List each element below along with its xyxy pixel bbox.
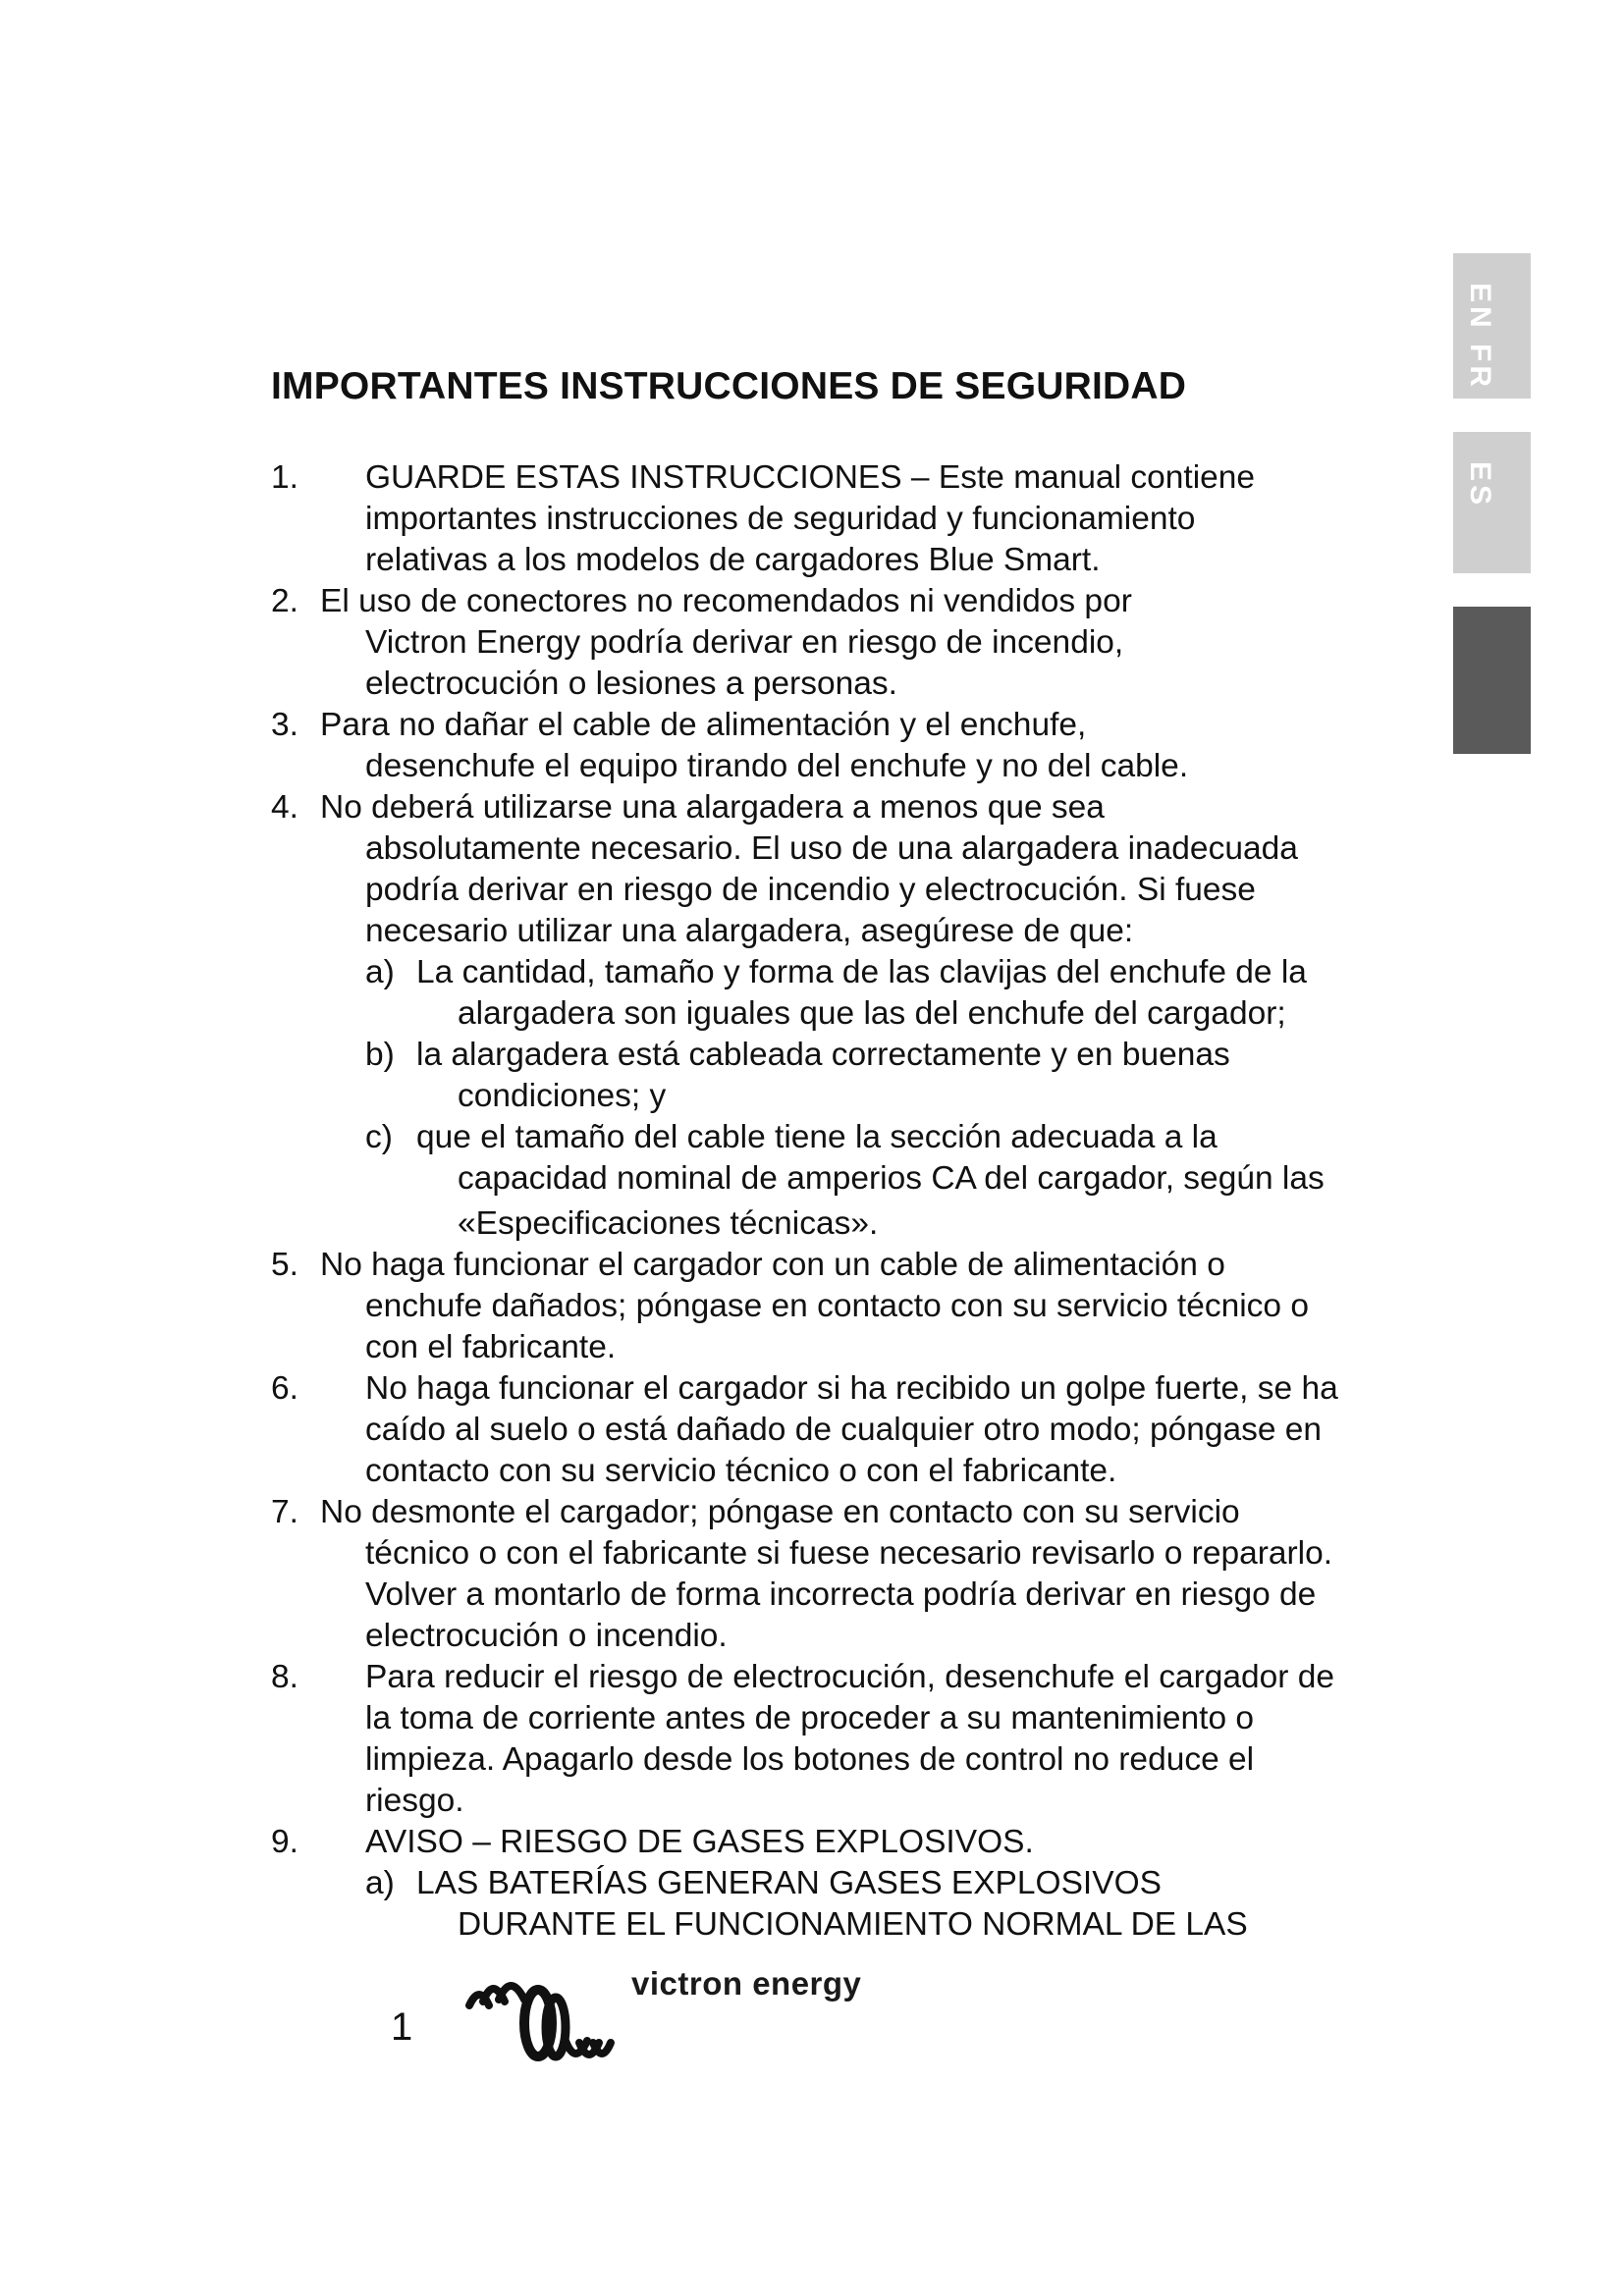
subitem-label: a)	[365, 1865, 395, 1901]
subitem-text: condiciones; y	[458, 1078, 667, 1114]
page-number: 1	[391, 2005, 413, 2049]
subitem-label: b)	[365, 1037, 395, 1073]
list-item-text: relativas a los modelos de cargadores Blue Smart.	[365, 542, 1101, 578]
list-item-text: importantes instrucciones de seguridad y funcionamiento	[365, 501, 1196, 537]
list-item-text: Para no dañar el cable de alimentación y el enchufe,	[320, 707, 1087, 743]
lang-tab-label: EN FR	[1464, 283, 1496, 391]
list-item-text: No haga funcionar el cargador si ha recibido un golpe fuerte, se ha	[365, 1370, 1338, 1407]
list-item-text: desenchufe el equipo tirando del enchufe y no del cable.	[365, 748, 1189, 784]
list-item-text: No desmonte el cargador; póngase en contacto con su servicio	[320, 1494, 1240, 1530]
list-item-number: 3.	[271, 707, 298, 743]
list-item-number: 1.	[271, 459, 298, 496]
list-item-text: podría derivar en riesgo de incendio y electrocución. Si fuese	[365, 872, 1256, 908]
list-item-text: técnico o con el fabricante si fuese necesario revisarlo o repararlo.	[365, 1535, 1333, 1572]
victron-logo-icon	[461, 1966, 619, 2076]
list-item-number: 6.	[271, 1370, 298, 1407]
subitem-text: La cantidad, tamaño y forma de las clavijas del enchufe de la	[416, 954, 1307, 990]
list-item-text: la toma de corriente antes de proceder a su mantenimiento o	[365, 1700, 1255, 1736]
subitem-label: c)	[365, 1119, 393, 1155]
subitem-text: LAS BATERÍAS GENERAN GASES EXPLOSIVOS	[416, 1865, 1162, 1901]
subitem-text: alargadera son iguales que las del enchufe del cargador;	[458, 995, 1286, 1032]
subitem-text: la alargadera está cableada correctamente y en buenas	[416, 1037, 1230, 1073]
page-title: IMPORTANTES INSTRUCCIONES DE SEGURIDAD	[271, 365, 1187, 407]
list-item-text: Para reducir el riesgo de electrocución, desenchufe el cargador de	[365, 1659, 1334, 1695]
subitem-label: a)	[365, 954, 395, 990]
list-item-text: No haga funcionar el cargador con un cable de alimentación o	[320, 1247, 1225, 1283]
list-item-text: riesgo.	[365, 1783, 464, 1819]
list-item-text: Volver a montarlo de forma incorrecta podría derivar en riesgo de	[365, 1576, 1317, 1613]
list-item-text: GUARDE ESTAS INSTRUCCIONES – Este manual contiene	[365, 459, 1256, 496]
list-item-number: 9.	[271, 1824, 298, 1860]
list-item-text: necesario utilizar una alargadera, asegúrese de que:	[365, 913, 1134, 949]
list-item-text: enchufe dañados; póngase en contacto con su servicio técnico o	[365, 1288, 1309, 1324]
subitem-text: «Especificaciones técnicas».	[458, 1205, 879, 1242]
list-item-text: limpieza. Apagarlo desde los botones de control no reduce el	[365, 1741, 1255, 1778]
list-item-text: electrocución o incendio.	[365, 1618, 728, 1654]
list-item-text: con el fabricante.	[365, 1329, 617, 1365]
subitem-text: capacidad nominal de amperios CA del cargador, según las	[458, 1160, 1325, 1197]
list-item-number: 2.	[271, 583, 298, 619]
brand-name: victron energy	[631, 1965, 862, 2002]
lang-tab-label: ES	[1464, 461, 1496, 509]
list-item-text: absolutamente necesario. El uso de una alargadera inadecuada	[365, 830, 1298, 867]
list-item-text: AVISO – RIESGO DE GASES EXPLOSIVOS.	[365, 1824, 1034, 1860]
list-item-text: caído al suelo o está dañado de cualquier otro modo; póngase en	[365, 1412, 1323, 1448]
list-item-number: 4.	[271, 789, 298, 826]
list-item-text: No deberá utilizarse una alargadera a menos que sea	[320, 789, 1105, 826]
list-item-text: electrocución o lesiones a personas.	[365, 666, 897, 702]
subitem-text: que el tamaño del cable tiene la sección adecuada a la	[416, 1119, 1218, 1155]
list-item-text: El uso de conectores no recomendados ni vendidos por	[320, 583, 1132, 619]
list-item-text: Victron Energy podría derivar en riesgo de incendio,	[365, 624, 1124, 661]
list-item-number: 5.	[271, 1247, 298, 1283]
subitem-text: DURANTE EL FUNCIONAMIENTO NORMAL DE LAS	[458, 1906, 1248, 1943]
list-item-number: 7.	[271, 1494, 298, 1530]
list-item-text: contacto con su servicio técnico o con el fabricante.	[365, 1453, 1117, 1489]
list-item-number: 8.	[271, 1659, 298, 1695]
